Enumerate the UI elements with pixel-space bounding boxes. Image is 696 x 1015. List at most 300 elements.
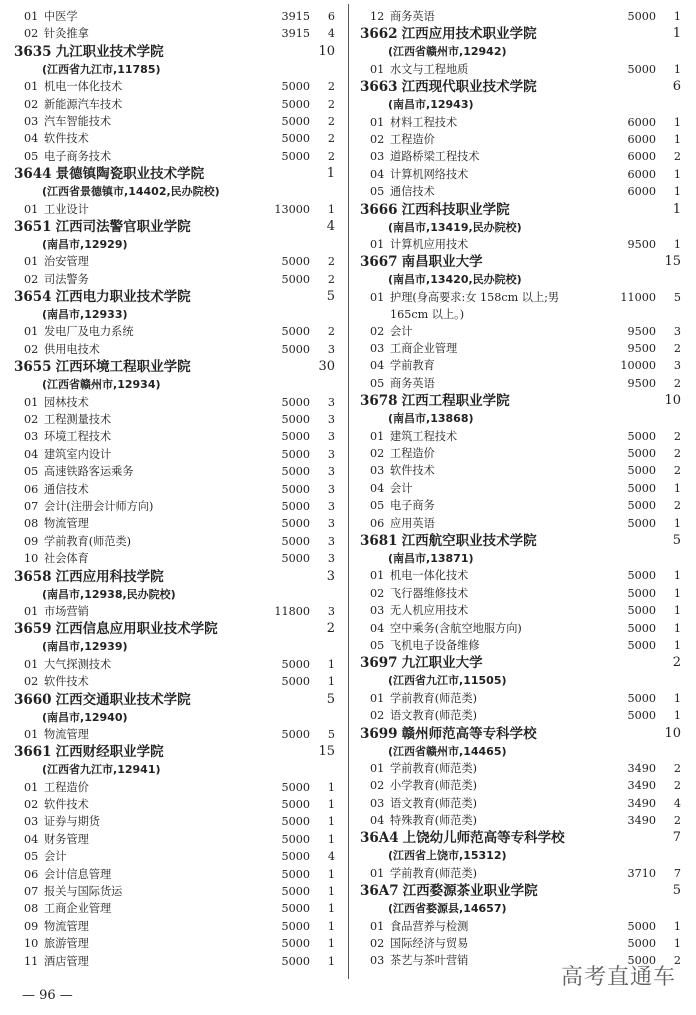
school-total: 10 <box>664 393 681 409</box>
major-fee: 6000 <box>627 115 656 129</box>
major-name: 通信技术 <box>390 185 435 199</box>
major-code: 04 <box>370 621 385 635</box>
major-quota: 3 <box>673 359 681 373</box>
major-quota: 1 <box>327 798 335 812</box>
major-quota: 1 <box>673 621 681 635</box>
school-code: 3660 <box>14 691 52 708</box>
major-name: 市场营销 <box>44 604 89 618</box>
major-quota: 6 <box>327 10 335 23</box>
major-row <box>360 760 684 777</box>
major-code: 03 <box>370 954 385 968</box>
major-quota: 3 <box>327 447 335 461</box>
major-row <box>360 131 684 148</box>
school-total: 3 <box>326 568 335 584</box>
major-name: 学前教育(师范类) <box>390 866 478 880</box>
school-code: 3678 <box>360 393 398 410</box>
major-fee: 5000 <box>281 447 310 461</box>
major-row <box>360 183 684 200</box>
major-row <box>360 585 684 602</box>
major-row <box>14 446 338 463</box>
major-quota: 1 <box>673 691 681 705</box>
major-code: 04 <box>370 481 385 495</box>
school-name: 江西应用科技学院 <box>55 568 164 585</box>
major-quota: 2 <box>673 499 681 513</box>
major-name: 园林技术 <box>44 395 89 409</box>
major-name: 大气探测技术 <box>44 657 112 671</box>
school-header <box>14 288 338 306</box>
major-quota: 2 <box>327 114 335 128</box>
major-code: 01 <box>370 691 385 705</box>
school-total: 5 <box>326 289 335 305</box>
major-name: 电子商务技术 <box>44 149 112 163</box>
major-fee: 5000 <box>627 691 656 705</box>
school-location: (南昌市,13871) <box>388 551 474 565</box>
major-row <box>14 831 338 848</box>
school-location: (江西省上饶市,15312) <box>388 849 507 863</box>
major-fee: 5000 <box>627 604 656 618</box>
major-name: 水文与工程地质 <box>390 62 469 76</box>
major-name: 建筑工程技术 <box>390 429 458 443</box>
major-name: 无人机应用技术 <box>390 604 469 618</box>
school-name: 江西现代职业技术学院 <box>401 79 537 96</box>
major-fee: 5000 <box>281 395 310 409</box>
school-code: 3699 <box>360 725 398 742</box>
major-quota: 3 <box>327 430 335 444</box>
major-quota: 4 <box>327 850 335 864</box>
major-quota: 1 <box>673 62 681 76</box>
major-name: 会计 <box>390 324 413 338</box>
major-row <box>360 777 684 794</box>
major-code: 03 <box>370 150 385 164</box>
major-name: 商务英语 <box>390 10 435 23</box>
major-name: 护理(身高要求:女 158cm 以上;男 165cm 以上。) <box>390 290 560 321</box>
school-total: 5 <box>672 883 681 899</box>
major-code: 08 <box>24 902 39 916</box>
school-code: 3651 <box>14 218 52 235</box>
major-row <box>360 620 684 637</box>
school-location: (南昌市,12938,民办院校) <box>42 587 176 601</box>
major-row <box>360 567 684 584</box>
major-fee: 5000 <box>281 657 310 671</box>
major-quota: 2 <box>327 325 335 339</box>
major-fee: 5000 <box>281 430 310 444</box>
major-fee: 5000 <box>281 937 310 951</box>
major-name: 学前教育 <box>390 359 435 373</box>
major-code: 04 <box>24 447 39 461</box>
major-code: 02 <box>24 798 39 812</box>
school-code: 3659 <box>14 621 52 638</box>
major-fee: 6000 <box>627 167 656 181</box>
major-fee: 5000 <box>281 517 310 531</box>
major-code: 05 <box>24 850 39 864</box>
major-name: 材料工程技术 <box>390 115 458 129</box>
school-header <box>14 568 338 586</box>
major-row <box>360 497 684 514</box>
major-fee: 5000 <box>627 954 656 968</box>
school-total: 5 <box>326 691 335 707</box>
major-code: 02 <box>370 937 385 951</box>
major-row <box>14 411 338 428</box>
major-row <box>14 481 338 498</box>
major-fee: 5000 <box>281 255 310 269</box>
school-code: 3654 <box>14 289 52 306</box>
major-fee: 5000 <box>281 954 310 968</box>
major-quota: 4 <box>673 796 681 810</box>
major-name: 软件技术 <box>44 675 89 689</box>
school-name: 江西信息应用职业技术学院 <box>55 621 218 638</box>
major-fee: 5000 <box>627 447 656 461</box>
major-fee: 9500 <box>627 342 656 356</box>
major-name: 学前教育(师范类) <box>44 534 132 548</box>
major-row <box>14 148 338 165</box>
school-name: 江西婺源茶业职业学院 <box>402 883 538 900</box>
major-code: 01 <box>370 115 385 129</box>
major-name: 通信技术 <box>44 482 89 496</box>
major-name: 新能源汽车技术 <box>44 97 123 111</box>
major-fee: 5000 <box>627 10 656 23</box>
major-code: 02 <box>370 447 385 461</box>
major-row <box>360 289 684 323</box>
major-code: 07 <box>24 885 39 899</box>
school-location: (江西省赣州市,12942) <box>388 45 507 59</box>
major-name: 小学教育(师范类) <box>390 779 478 793</box>
watermark: 高考直通车 <box>560 965 676 990</box>
major-row <box>360 114 684 131</box>
major-code: 08 <box>24 517 39 531</box>
major-name: 工商企业管理 <box>44 902 112 916</box>
major-quota: 2 <box>673 954 681 968</box>
major-name: 工程造价 <box>44 780 89 794</box>
major-row <box>360 445 684 462</box>
major-name: 会计信息管理 <box>44 867 112 881</box>
major-code: 06 <box>370 516 385 530</box>
major-name: 软件技术 <box>44 132 89 146</box>
major-quota: 3 <box>327 465 335 479</box>
major-quota: 3 <box>673 324 681 338</box>
major-row <box>14 866 338 883</box>
school-code: 3666 <box>360 201 398 218</box>
school-header <box>360 829 684 847</box>
major-fee: 5000 <box>627 937 656 951</box>
page-number: — 96 — <box>22 988 73 1003</box>
major-name: 汽车智能技术 <box>44 114 112 128</box>
major-quota: 3 <box>327 395 335 409</box>
school-name: 江西航空职业技术学院 <box>401 532 537 549</box>
major-quota: 1 <box>327 937 335 951</box>
major-quota: 2 <box>673 761 681 775</box>
major-name: 工程造价 <box>390 132 435 146</box>
major-fee: 5000 <box>281 499 310 513</box>
school-name: 赣州师范高等专科学校 <box>401 725 537 742</box>
major-fee: 5000 <box>281 114 310 128</box>
major-code: 05 <box>370 499 385 513</box>
major-quota: 3 <box>327 534 335 548</box>
school-total: 1 <box>672 26 681 42</box>
major-fee: 5000 <box>281 325 310 339</box>
major-fee: 5000 <box>281 465 310 479</box>
major-code: 05 <box>370 185 385 199</box>
major-fee: 5000 <box>281 832 310 846</box>
major-quota: 1 <box>327 202 335 216</box>
major-fee: 5000 <box>281 727 310 741</box>
major-name: 食品营养与检测 <box>390 919 469 933</box>
major-row <box>14 113 338 130</box>
major-quota: 1 <box>673 569 681 583</box>
major-row <box>360 148 684 165</box>
school-code: 3663 <box>360 79 398 96</box>
major-name: 环境工程技术 <box>44 430 112 444</box>
major-quota: 1 <box>327 867 335 881</box>
major-quota: 2 <box>673 447 681 461</box>
school-header <box>14 358 338 376</box>
major-code: 01 <box>370 290 385 304</box>
major-name: 财务管理 <box>44 832 89 846</box>
school-location: (南昌市,12929) <box>42 237 128 251</box>
major-quota: 3 <box>327 517 335 531</box>
major-code: 04 <box>370 814 385 828</box>
school-name: 上饶幼儿师范高等专科学校 <box>402 830 565 847</box>
school-total: 1 <box>326 166 335 182</box>
major-row <box>360 918 684 935</box>
school-header <box>14 743 338 761</box>
major-row <box>14 323 338 340</box>
major-quota: 1 <box>327 902 335 916</box>
school-total: 10 <box>318 43 335 59</box>
major-row <box>14 428 338 445</box>
major-quota: 2 <box>673 376 681 390</box>
major-name: 软件技术 <box>44 798 89 812</box>
major-quota: 2 <box>327 80 335 94</box>
major-code: 02 <box>370 132 385 146</box>
major-row <box>360 935 684 952</box>
major-fee: 6000 <box>627 185 656 199</box>
major-quota: 1 <box>327 675 335 689</box>
major-fee: 6000 <box>627 150 656 164</box>
major-row <box>14 848 338 865</box>
major-quota: 5 <box>673 290 681 304</box>
major-name: 应用英语 <box>390 516 435 530</box>
school-total: 15 <box>318 744 335 760</box>
major-fee: 5000 <box>281 850 310 864</box>
major-code: 03 <box>370 342 385 356</box>
school-total: 6 <box>672 79 681 95</box>
major-name: 软件技术 <box>390 464 435 478</box>
major-name: 物流管理 <box>44 517 89 531</box>
school-total: 5 <box>672 532 681 548</box>
major-name: 茶艺与茶叶营销 <box>390 954 469 968</box>
major-row <box>14 726 338 743</box>
major-fee: 5000 <box>281 149 310 163</box>
major-code: 02 <box>24 675 39 689</box>
major-quota: 1 <box>673 937 681 951</box>
major-fee: 5000 <box>281 342 310 356</box>
major-name: 空中乘务(含航空地服方向) <box>390 621 522 635</box>
major-code: 05 <box>24 149 39 163</box>
major-fee: 5000 <box>627 638 656 652</box>
major-quota: 1 <box>673 10 681 23</box>
major-code: 02 <box>24 97 39 111</box>
major-code: 02 <box>370 586 385 600</box>
major-fee: 5000 <box>281 534 310 548</box>
school-location: (江西省九江市,11505) <box>388 674 507 688</box>
school-header <box>14 691 338 709</box>
major-quota: 1 <box>327 815 335 829</box>
school-location: (南昌市,12943) <box>388 98 474 112</box>
major-name: 语文教育(师范类) <box>390 709 478 723</box>
major-name: 物流管理 <box>44 727 89 741</box>
major-name: 建筑室内设计 <box>44 447 112 461</box>
major-code: 04 <box>370 359 385 373</box>
major-name: 电子商务 <box>390 499 435 513</box>
major-row <box>360 236 684 253</box>
major-name: 针灸推拿 <box>44 27 89 41</box>
major-row <box>360 795 684 812</box>
major-fee: 5000 <box>281 97 310 111</box>
major-fee: 3915 <box>281 10 310 23</box>
school-code: 3697 <box>360 655 398 672</box>
major-fee: 5000 <box>627 569 656 583</box>
major-code: 01 <box>24 255 39 269</box>
major-quota: 2 <box>327 149 335 163</box>
major-quota: 1 <box>673 586 681 600</box>
major-fee: 5000 <box>281 815 310 829</box>
school-header <box>14 620 338 638</box>
major-fee: 5000 <box>627 464 656 478</box>
major-code: 06 <box>24 482 39 496</box>
major-code: 01 <box>370 429 385 443</box>
major-row <box>14 883 338 900</box>
major-code: 05 <box>370 376 385 390</box>
school-name: 江西应用技术职业学院 <box>401 26 537 43</box>
major-row <box>14 779 338 796</box>
major-row <box>14 25 338 42</box>
school-header <box>14 218 338 236</box>
major-row <box>360 707 684 724</box>
major-quota: 1 <box>673 638 681 652</box>
major-quota: 4 <box>327 27 335 41</box>
major-name: 工程造价 <box>390 447 435 461</box>
major-code: 09 <box>24 919 39 933</box>
major-fee: 11800 <box>274 604 310 618</box>
major-fee: 5000 <box>281 272 310 286</box>
major-row <box>14 463 338 480</box>
major-name: 特殊教育(师范类) <box>390 814 478 828</box>
major-code: 01 <box>24 202 39 216</box>
major-quota: 1 <box>327 954 335 968</box>
major-row <box>14 8 338 25</box>
school-location: (南昌市,13420,民办院校) <box>388 273 522 287</box>
school-code: 36A7 <box>360 883 399 900</box>
major-code: 02 <box>24 27 39 41</box>
major-fee: 5000 <box>627 621 656 635</box>
school-header <box>360 654 684 672</box>
major-quota: 1 <box>327 780 335 794</box>
school-name: 九江职业大学 <box>401 655 483 672</box>
major-name: 学前教育(师范类) <box>390 691 478 705</box>
major-code: 01 <box>370 237 385 251</box>
school-header <box>360 201 684 219</box>
major-code: 01 <box>370 866 385 880</box>
major-code: 02 <box>370 709 385 723</box>
school-location: (江西省景德镇市,14402,民办院校) <box>42 185 220 199</box>
major-code: 12 <box>370 10 385 23</box>
major-code: 04 <box>370 167 385 181</box>
school-total: 2 <box>326 621 335 637</box>
major-code: 02 <box>370 324 385 338</box>
school-total: 7 <box>672 830 681 846</box>
major-row <box>360 690 684 707</box>
major-name: 报关与国际货运 <box>44 885 123 899</box>
major-row <box>14 953 338 970</box>
major-quota: 1 <box>327 919 335 933</box>
major-quota: 2 <box>673 779 681 793</box>
major-row <box>14 935 338 952</box>
major-code: 03 <box>24 430 39 444</box>
major-code: 02 <box>24 413 39 427</box>
major-fee: 5000 <box>627 516 656 530</box>
major-code: 05 <box>24 465 39 479</box>
major-quota: 2 <box>673 342 681 356</box>
major-fee: 3710 <box>627 866 656 880</box>
major-row <box>360 428 684 445</box>
major-quota: 3 <box>327 482 335 496</box>
major-quota: 3 <box>327 499 335 513</box>
school-name: 江西电力职业技术学院 <box>55 289 191 306</box>
major-name: 语文教育(师范类) <box>390 796 478 810</box>
major-row <box>360 340 684 357</box>
major-row <box>14 201 338 218</box>
school-name: 江西科技职业学院 <box>401 201 510 218</box>
major-row <box>360 480 684 497</box>
school-location: (江西省赣州市,14465) <box>388 744 507 758</box>
major-fee: 3490 <box>627 779 656 793</box>
major-row <box>14 78 338 95</box>
right-column <box>360 8 684 970</box>
major-row <box>14 96 338 113</box>
major-fee: 9500 <box>627 237 656 251</box>
major-fee: 5000 <box>281 780 310 794</box>
major-quota: 1 <box>673 237 681 251</box>
major-fee: 5000 <box>627 919 656 933</box>
school-location: (江西省九江市,11785) <box>42 62 161 76</box>
school-name: 南昌职业大学 <box>401 254 483 271</box>
major-code: 03 <box>24 815 39 829</box>
major-quota: 1 <box>673 115 681 129</box>
school-header <box>14 165 338 183</box>
school-total: 1 <box>672 201 681 217</box>
major-row <box>14 900 338 917</box>
major-row <box>14 918 338 935</box>
major-row <box>360 602 684 619</box>
major-fee: 5000 <box>627 62 656 76</box>
school-code: 36A4 <box>360 830 399 847</box>
major-name: 飞机电子设备维修 <box>390 638 480 652</box>
major-quota: 1 <box>673 132 681 146</box>
major-row <box>14 341 338 358</box>
column-divider <box>348 4 349 979</box>
major-name: 证券与期货 <box>44 815 100 829</box>
major-name: 工程测量技术 <box>44 413 112 427</box>
major-code: 05 <box>370 638 385 652</box>
major-quota: 2 <box>327 97 335 111</box>
school-header <box>360 882 684 900</box>
major-fee: 5000 <box>627 481 656 495</box>
major-fee: 5000 <box>627 586 656 600</box>
school-location: (江西省婺源县,14657) <box>388 902 507 916</box>
major-row <box>360 357 684 374</box>
major-name: 酒店管理 <box>44 954 89 968</box>
major-fee: 3915 <box>281 27 310 41</box>
